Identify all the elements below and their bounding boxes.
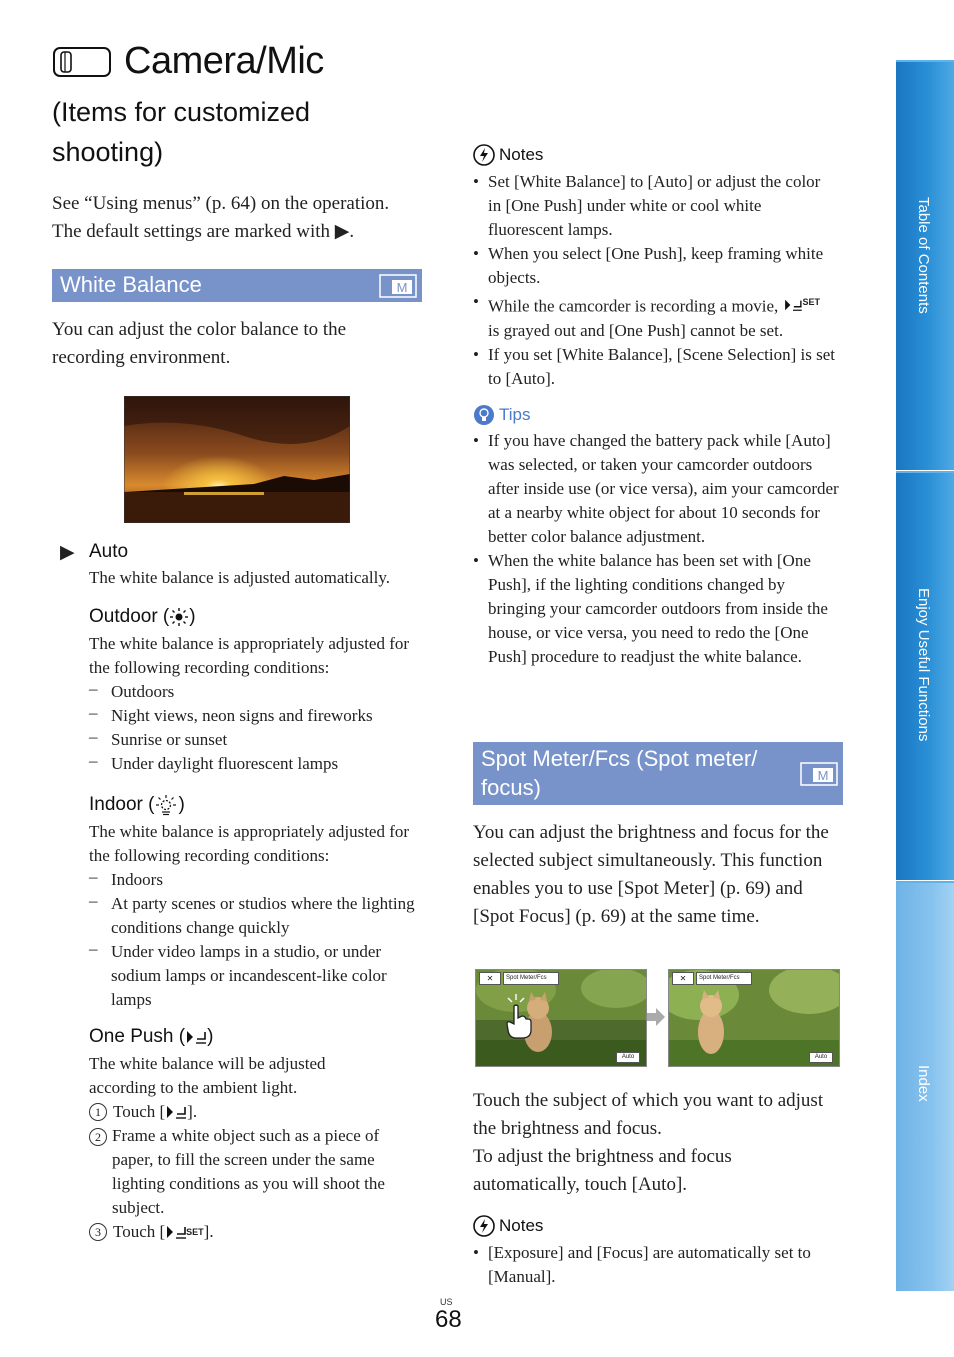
list-item: • Set [White Balance] to [Auto] or adjust the color in [One Push] under white or cool white fluorescent lamps. [473, 170, 835, 242]
list-item: • While the camcorder is recording a movie, $^{SET}$ is grayed out and [One Push] cannot be set. [473, 290, 835, 343]
list-item: • If you have changed the battery pack while [Auto] was selected, or taken your camcorder outdoors after inside use (or vice versa), aim your camcorder at a nearby white object for about 10 seconds for better color balance adjustment. [473, 429, 839, 549]
white-balance-heading: White Balance [60, 272, 202, 297]
list-item: – Outdoors [89, 680, 419, 704]
list-item: – Indoors [89, 868, 419, 892]
notes-icon [473, 144, 495, 166]
list-item: – Under daylight fluorescent lamps [89, 752, 419, 776]
tips-bulb-icon [473, 404, 495, 426]
set-badge: SET [802, 297, 821, 307]
list-item: – At party scenes or studios where the lighting conditions change quickly [89, 892, 419, 940]
indoor-option-text: The white balance is appropriately adjusted for the following recording conditions: [89, 822, 410, 865]
step-number: 2 [89, 1128, 107, 1146]
auto-button[interactable]: Auto [809, 1052, 833, 1063]
auto-option-label: Auto [89, 541, 129, 562]
tips-heading: Tips [473, 404, 531, 426]
tab-label: Enjoy Useful Functions [915, 588, 932, 742]
spot-meter-label: Spot Meter/Fcs [696, 972, 752, 985]
indoor-option-label: Indoor ( ) [89, 794, 185, 815]
intro-line-1: See “Using menus” (p. 64) on the operation. [52, 193, 390, 214]
spot-meter-heading: Spot Meter/Fcs (Spot meter/ focus) [481, 746, 758, 800]
page-subtitle: (Items for customized shooting) [52, 97, 311, 167]
tab-table-of-contents[interactable] [896, 60, 954, 470]
one-push-icon [185, 1029, 207, 1045]
list-item: • [Exposure] and [Focus] are automatically set to [Manual]. [473, 1241, 839, 1289]
spot-meter-label: Spot Meter/Fcs [503, 972, 559, 985]
spot-meter-section-header [473, 742, 843, 805]
close-button[interactable]: ✕ [672, 972, 694, 985]
camcorder-icon [52, 44, 114, 80]
default-marker-icon: ▶ [60, 542, 75, 563]
instruction-2: To adjust the brightness and focus automatically, touch [Auto]. [473, 1146, 732, 1195]
list-item: • When you select [One Push], keep framing white objects. [473, 242, 835, 290]
list-item: • If you set [White Balance], [Scene Selection] is set to [Auto]. [473, 343, 835, 391]
one-push-step-2: 2 Frame a white object such as a piece of paper, to fill the screen under the same lighting conditions as you will shoot the subject. [89, 1124, 411, 1220]
manual-mode-icon [800, 762, 838, 786]
svg-text:M: M [817, 768, 829, 783]
region-code: US [440, 1297, 453, 1307]
arrow-right-icon [647, 1007, 665, 1027]
one-push-set-icon [165, 1224, 187, 1240]
outdoor-conditions-list [89, 680, 419, 776]
svg-text:M: M [396, 280, 408, 295]
spot-meter-instructions [473, 1087, 843, 1199]
tab-label: Index [915, 1065, 932, 1102]
tab-enjoy-useful-functions[interactable] [896, 471, 954, 880]
tab-index[interactable] [896, 881, 954, 1291]
one-push-option-label: One Push ( ) [89, 1026, 214, 1047]
list-item: • When the white balance has been set with [One Push], if the lighting conditions changed by bringing your camcorder outdoors from inside the house, or vice versa, you need to redo the [One Push] procedure to readjust the white balance. [473, 549, 839, 669]
sunset-image [124, 396, 350, 523]
sun-icon [169, 607, 189, 627]
indoor-conditions-list [89, 868, 419, 1012]
notes-icon [473, 1215, 495, 1237]
auto-option-text: The white balance is adjusted automatically. [89, 568, 391, 587]
one-push-step-3: 3 Touch [ SET ]. [89, 1220, 214, 1244]
intro-text [52, 190, 432, 246]
outdoor-option-text: The white balance is appropriately adjusted for the following recording conditions: [89, 634, 410, 677]
white-balance-section-header [52, 269, 422, 302]
instruction-1: Touch the subject of which you want to adjust the brightness and focus. [473, 1090, 824, 1139]
spot-meter-screen-after [668, 969, 840, 1067]
list-item: – Sunrise or sunset [89, 728, 419, 752]
light-bulb-icon [154, 794, 178, 816]
notes-heading: Notes [473, 144, 543, 166]
intro-line-2: The default settings are marked with ▶. [52, 221, 355, 242]
spot-meter-description: You can adjust the brightness and focus for the selected subject simultaneously. This function enables you to use [Spot Meter] (p. 69) and [Spot Focus] (p. 69) at the same time. [473, 822, 829, 927]
spot-meter-screen-before [475, 969, 647, 1067]
notes-list [473, 1241, 839, 1289]
tab-label: Table of Contents [915, 197, 932, 314]
one-push-step-1: 1 Touch [ ]. [89, 1100, 197, 1124]
white-balance-description: You can adjust the color balance to the recording environment. [52, 319, 347, 368]
one-push-icon [165, 1104, 187, 1120]
page-title: Camera/Mic [124, 40, 324, 82]
step-number: 3 [89, 1223, 107, 1241]
notes-list [473, 170, 835, 391]
auto-button[interactable]: Auto [616, 1052, 640, 1063]
manual-mode-icon [379, 274, 417, 298]
list-item: – Under video lamps in a studio, or under sodium lamps or incandescent-like color lamps [89, 940, 419, 1012]
tips-list [473, 429, 839, 669]
outdoor-option-label: Outdoor ( ) [89, 606, 196, 627]
title-row [52, 40, 324, 83]
list-item: – Night views, neon signs and fireworks [89, 704, 419, 728]
touch-hand-icon [500, 992, 536, 1040]
page-number: 68 [435, 1306, 462, 1333]
notes-heading: Notes [473, 1215, 543, 1237]
one-push-text: The white balance will be adjusted according to the ambient light. [89, 1054, 326, 1097]
step-number: 1 [89, 1103, 107, 1121]
close-button[interactable]: ✕ [479, 972, 501, 985]
one-push-set-icon [783, 298, 803, 312]
set-badge: SET [186, 1227, 204, 1237]
